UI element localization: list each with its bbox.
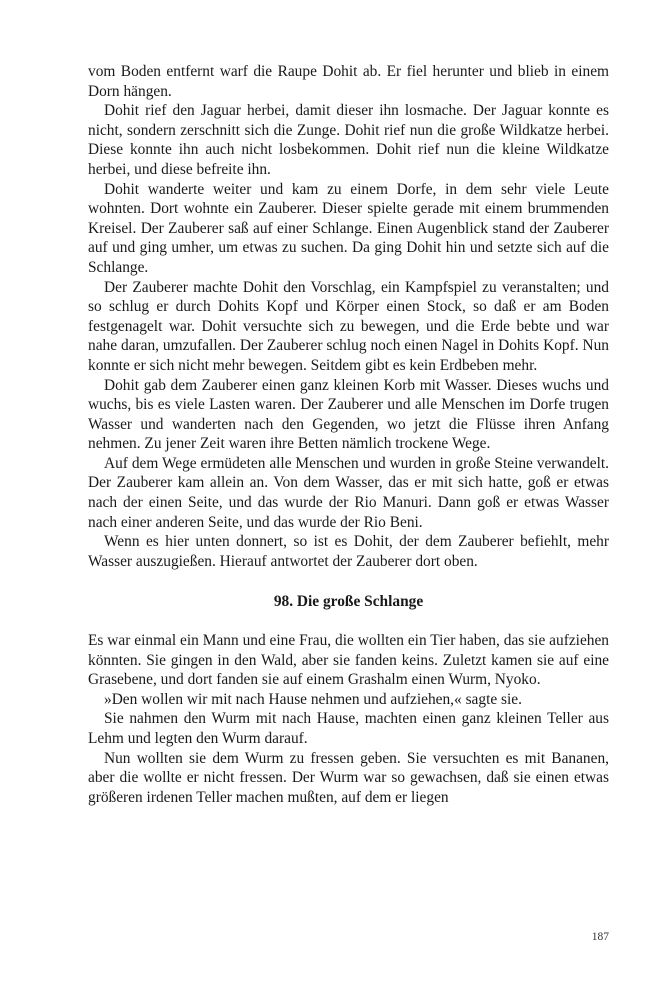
paragraph-continuation: vom Boden entfernt warf die Raupe Dohit ab. Er fiel herunter und blieb in einem Dorn hängen.: [88, 63, 609, 100]
paragraph: Sie nahmen den Wurm mit nach Hause, machten einen ganz kleinen Teller aus Lehm und legten den Wurm darauf.: [88, 710, 609, 747]
page-number: 187: [591, 931, 609, 943]
paragraph: Wenn es hier unten donnert, so ist es Dohit, der dem Zauberer befiehlt, mehr Wasser auszugießen. Hierauf antwortet der Zauberer dort oben.: [88, 533, 609, 570]
paragraph: Auf dem Wege ermüdeten alle Menschen und wurden in große Steine verwandelt. Der Zauberer kam allein an. Von dem Wasser, das er mit sich hatte, goß er etwas nach der einen Seite, und das wurde der Rio Manuri. Dann goß er etwas Wasser nach einer anderen Seite, und das wurde der Rio Beni.: [88, 454, 609, 531]
section-heading: 98. Die große Schlange: [273, 593, 424, 611]
paragraph: Dohit rief den Jaguar herbei, damit dieser ihn losmache. Der Jaguar konnte es nicht, sondern zerschnitt sich die Zunge. Dohit rief nun die große Wildkatze herbei. Diese konnte ihn auch nicht losbekommen. Dohit rief nun die kleine Wildkatze herbei, und diese befreite ihn.: [88, 102, 609, 178]
paragraph: Dohit wanderte weiter und kam zu einem Dorfe, in dem sehr viele Leute wohnten. Dort wohnte ein Zauberer. Dieser spielte gerade mit einem brummenden Kreisel. Der Zauberer saß auf einer Schlange. Einen Augenblick stand der Zauberer auf und ging umher, um etwas zu suchen. Da ging Dohit hin und setzte sich auf die Schlange.: [88, 180, 609, 276]
paragraph: Es war einmal ein Mann und eine Frau, die wollten ein Tier haben, das sie aufziehen könnten. Sie gingen in den Wald, aber sie fanden keins. Zuletzt kamen sie auf eine Grasebene, und dort fanden sie auf einem Grashalm einen Wurm, Nyoko.: [88, 632, 609, 689]
paragraph: Dohit gab dem Zauberer einen ganz kleinen Korb mit Wasser. Dieses wuchs und wuchs, bis es viele Lasten waren. Der Zauberer und alle Menschen im Dorfe trugen Wasser und wanderten nach den Gegenden, wo jetzt die Flüsse ihren Anfang nehmen. Zu jener Zeit waren ihre Betten nämlich trockene Wege.: [88, 376, 609, 453]
paragraph: Der Zauberer machte Dohit den Vorschlag, ein Kampfspiel zu veranstalten; und so schlug er durch Dohits Kopf und Körper einen Stock, so daß er am Boden festgenagelt war. Dohit versuchte sich zu bewegen, und die Erde bebte und war nahe daran, umzufallen. Der Zauberer schlug noch einen Nagel in Dohits Kopf. Nun konnte er sich nicht mehr bewegen. Seitdem gibt es kein Erdbeben mehr.: [88, 278, 609, 374]
paragraph: Nun wollten sie dem Wurm zu fressen geben. Sie versuchten es mit Bananen, aber die wollte er nicht fressen. Der Wurm war so gewachsen, daß sie einen etwas größeren irdenen Teller machen mußten, auf dem er liegen: [88, 749, 609, 806]
page-body: [88, 62, 609, 807]
paragraph: »Den wollen wir mit nach Hause nehmen und aufziehen,« sagte sie.: [104, 690, 522, 708]
